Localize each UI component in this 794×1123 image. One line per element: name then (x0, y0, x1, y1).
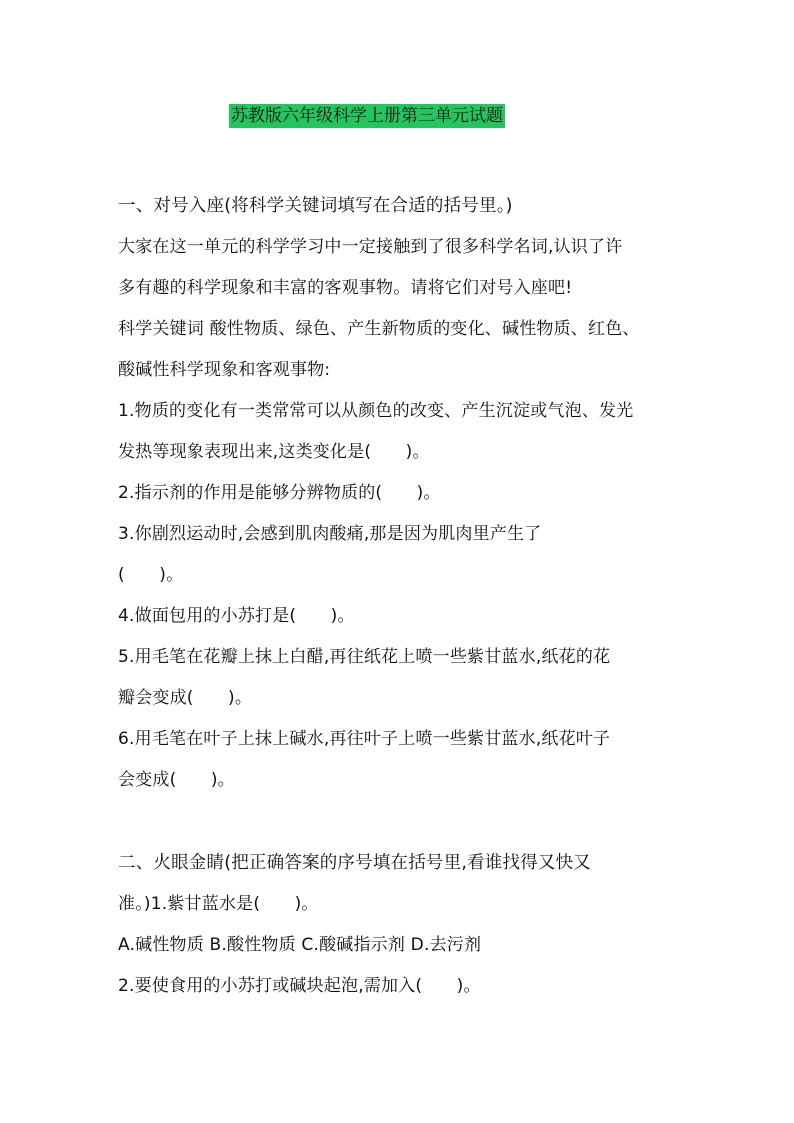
keywords-line1: 科学关键词 酸性物质、绿色、产生新物质的变化、碱性物质、红色、 (118, 319, 640, 339)
question-3-line2: ( )。 (118, 565, 184, 585)
title-container (0, 104, 794, 128)
section2-heading-line2: 准。)1.紫甘蓝水是( )。 (118, 894, 319, 914)
section1-intro-line2: 多有趣的科学现象和丰富的客观事物。请将它们对号入座吧! (118, 278, 573, 298)
document-body (118, 186, 688, 1007)
section2-heading: 二、火眼金睛(把正确答案的序号填在括号里,看谁找得又快又 (118, 853, 591, 873)
question-1-line2: 发热等现象表现出来,这类变化是( )。 (118, 442, 430, 462)
question-1-line1: 1.物质的变化有一类常常可以从颜色的改变、产生沉淀或气泡、发光 (118, 401, 634, 421)
question-5-line1: 5.用毛笔在花瓣上抹上白醋,再往纸花上喷一些紫甘蓝水,纸花的花 (118, 647, 611, 667)
section1-heading: 一、对号入座(将科学关键词填写在合适的括号里。) (118, 196, 513, 216)
section1-intro-line1: 大家在这一单元的科学学习中一定接触到了很多科学名词,认识了许 (118, 237, 623, 257)
question-6-line2: 会变成( )。 (118, 770, 235, 790)
question-3-line1: 3.你剧烈运动时,会感到肌肉酸痛,那是因为肌肉里产生了 (118, 524, 542, 544)
question-6-line1: 6.用毛笔在叶子上抹上碱水,再往叶子上喷一些紫甘蓝水,纸花叶子 (118, 729, 611, 749)
question-2: 2.指示剂的作用是能够分辨物质的( )。 (118, 483, 441, 503)
keywords-line2: 酸碱性科学现象和客观事物: (118, 360, 331, 380)
question-4: 4.做面包用的小苏打是( )。 (118, 606, 355, 626)
section2-question-2: 2.要使食用的小苏打或碱块起泡,需加入( )。 (118, 976, 481, 996)
page-title: 苏教版六年级科学上册第三单元试题 (231, 106, 503, 126)
question-5-line2: 瓣会变成( )。 (118, 688, 253, 708)
section2-question-1-options: A.碱性物质 B.酸性物质 C.酸碱指示剂 D.去污剂 (118, 935, 482, 955)
section-gap (118, 801, 688, 843)
